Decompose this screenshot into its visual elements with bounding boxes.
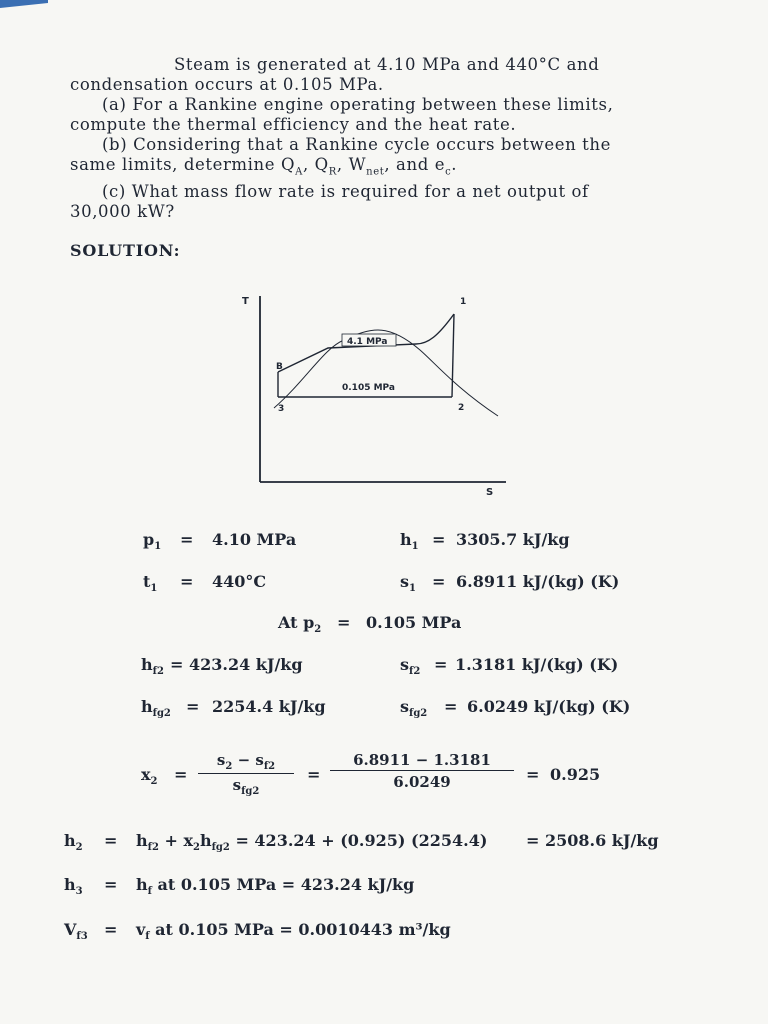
problem-statement	[70, 55, 670, 222]
vf3-expression: $v_f$ at 0.105 MPa = 0.0010443 m³/kg	[136, 920, 451, 943]
equals-sign: =	[444, 697, 458, 716]
vf3-label: $V_{f3}$	[64, 920, 88, 943]
equals-sign: =	[434, 655, 448, 674]
equals-sign: =	[432, 530, 446, 549]
problem-line: 30,000 kW?	[70, 202, 175, 222]
equals-sign: =	[104, 920, 118, 939]
fraction-numerator: $s_2 - s_{f2}$	[198, 751, 294, 774]
equals-sign: =	[432, 572, 446, 591]
problem-text: , W	[336, 155, 367, 174]
equals-sign: =	[526, 765, 540, 784]
sfg2-label: $s_{fg2}$	[400, 697, 428, 720]
at-p2-value: 0.105 MPa	[366, 613, 462, 632]
s1-label: $s_1$	[400, 572, 416, 595]
solution-heading: SOLUTION:	[70, 241, 181, 260]
problem-line: compute the thermal efficiency and the heat rate.	[70, 115, 517, 134]
s-axis-label: S	[486, 487, 494, 498]
sf2-label: $s_{f2}$	[400, 655, 421, 678]
equals-sign: =	[170, 655, 184, 674]
problem-line: (a) For a Rankine engine operating between these limits,	[102, 95, 614, 114]
page-corner-mark	[0, 0, 48, 8]
equals-sign: =	[180, 530, 194, 549]
problem-line: (b) Considering that a Rankine cycle occurs between the	[102, 135, 612, 154]
h2-label: $h_2$	[64, 831, 83, 854]
equals-sign: =	[104, 831, 118, 850]
h2-result: = 2508.6 kJ/kg	[526, 831, 659, 850]
hf2-label: $h_{f2}$	[141, 655, 164, 678]
s1-value: 6.8911 kJ/(kg) (K)	[456, 572, 620, 591]
ts-diagram-svg	[236, 290, 516, 500]
equals-sign: =	[180, 572, 194, 591]
high-pressure-label: 4.1 MPa	[347, 337, 388, 347]
t1-value: 440°C	[212, 572, 267, 591]
h3-expression: $h_f$ at 0.105 MPa = 423.24 kJ/kg	[136, 875, 415, 898]
ts-diagram	[236, 290, 516, 500]
subscript: R	[328, 166, 337, 178]
p1-label: $p_1$	[143, 530, 162, 553]
sfg2-value: 6.0249 kJ/(kg) (K)	[467, 697, 631, 716]
subscript: A	[295, 166, 303, 178]
problem-text: , and e	[384, 155, 446, 174]
low-pressure-label: 0.105 MPa	[342, 383, 395, 393]
problem-line	[70, 155, 670, 182]
problem-text: , Q	[302, 155, 329, 174]
fraction-denominator: $s_{fg2}$	[232, 776, 260, 797]
problem-line: condensation occurs at 0.105 MPa.	[70, 75, 384, 94]
p1-value: 4.10 MPa	[212, 530, 297, 549]
point-2-label: 2	[458, 403, 465, 413]
h1-value: 3305.7 kJ/kg	[456, 530, 570, 549]
t-axis-label: T	[242, 296, 249, 307]
problem-line: Steam is generated at 4.10 MPa and 440°C and	[174, 55, 600, 74]
equals-sign: =	[174, 765, 188, 784]
sf2-value: 1.3181 kJ/(kg) (K)	[455, 655, 619, 674]
point-b-label: B	[276, 362, 283, 372]
subscript: c	[445, 166, 452, 178]
quality-formula-fraction	[198, 751, 294, 797]
hfg2-value: 2254.4 kJ/kg	[212, 697, 326, 716]
h3-label: $h_3$	[64, 875, 83, 898]
at-p2-label: At $p_2$	[278, 613, 322, 636]
hf2-value: 423.24 kJ/kg	[189, 655, 303, 674]
h1-label: $h_1$	[400, 530, 419, 553]
quality-result: 0.925	[550, 765, 601, 784]
subscript: net	[366, 166, 385, 178]
problem-line: (c) What mass flow rate is required for a net output of	[102, 182, 589, 202]
expansion-line	[452, 314, 454, 397]
problem-text: same limits, determine Q	[70, 155, 296, 174]
equals-sign: =	[186, 697, 200, 716]
equals-sign: =	[104, 875, 118, 894]
fraction-denominator: 6.0249	[393, 773, 451, 791]
equals-sign: =	[307, 765, 321, 784]
problem-text: .	[451, 155, 458, 174]
t1-label: $t_1$	[143, 572, 158, 595]
point-1-label: 1	[460, 297, 467, 307]
h2-expression: $h_{f2} + x_2h_{fg2} = 423.24 + (0.925)$ (2254.4)	[136, 831, 488, 854]
x2-label: $x_2$	[141, 765, 158, 788]
hfg2-label: $h_{fg2}$	[141, 697, 171, 720]
equals-sign: =	[337, 613, 351, 632]
fraction-numerator: 6.8911 − 1.3181	[330, 751, 514, 771]
quality-numeric-fraction	[330, 751, 514, 791]
point-3-label: 3	[278, 404, 285, 414]
